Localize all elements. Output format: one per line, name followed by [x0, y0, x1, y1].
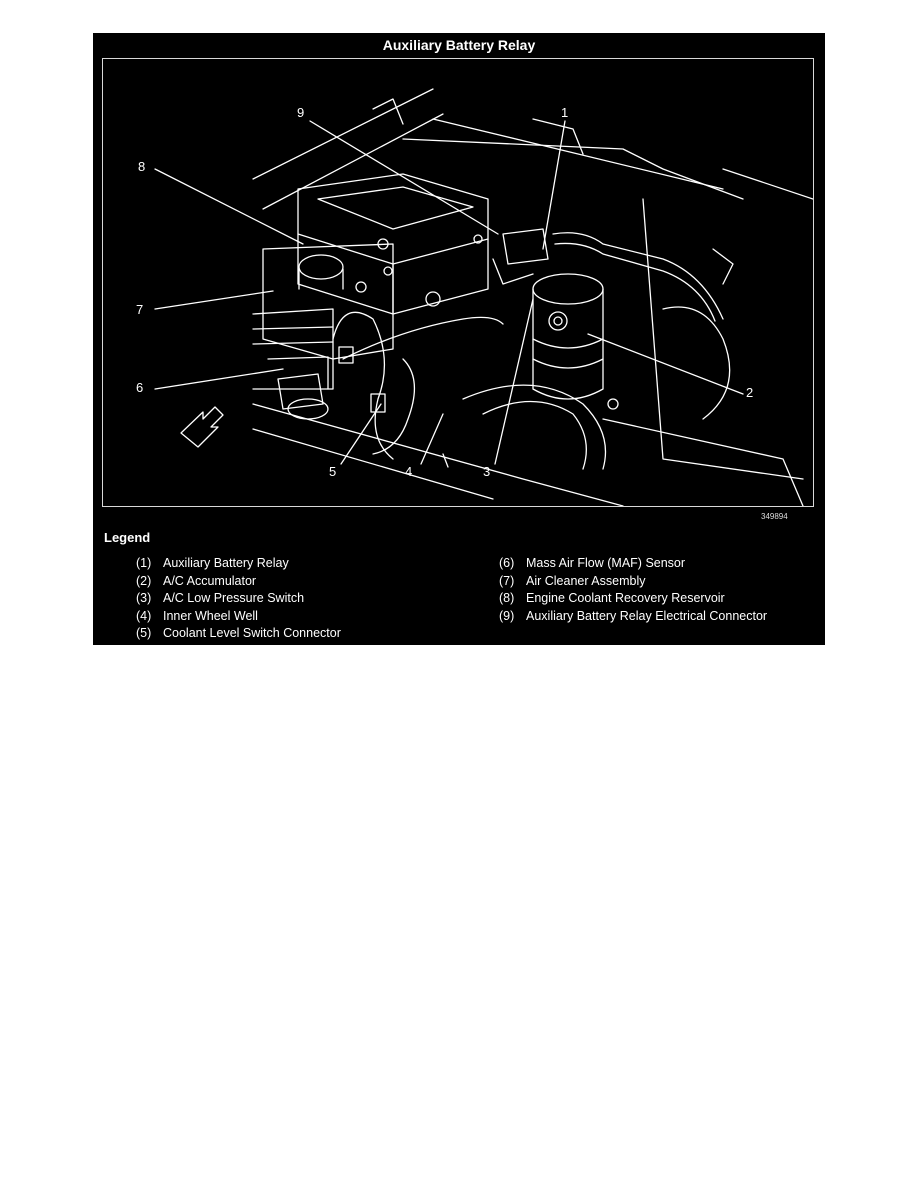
air-cleaner-rib — [253, 342, 333, 344]
accumulator-top — [533, 274, 603, 304]
legend-label: Auxiliary Battery Relay Electrical Connector — [526, 608, 768, 623]
wheel-well — [463, 385, 606, 469]
leader-line-3 — [495, 299, 533, 464]
leader-line-5 — [341, 404, 381, 464]
illustration-frame — [102, 58, 814, 507]
legend-item — [136, 625, 341, 643]
reservoir-cap — [299, 255, 343, 279]
accumulator-band — [533, 359, 603, 368]
cowl-line — [433, 119, 723, 189]
battery-lid — [318, 187, 473, 229]
legend-label: A/C Accumulator — [163, 573, 257, 588]
legend-item — [499, 573, 767, 591]
legend-label: Air Cleaner Assembly — [526, 573, 646, 588]
leader-line-9 — [310, 121, 498, 234]
strut-tower — [663, 307, 730, 419]
legend-item — [499, 590, 767, 608]
diagram-title: Auxiliary Battery Relay — [382, 37, 536, 53]
legend-label: Mass Air Flow (MAF) Sensor — [526, 556, 686, 570]
legend-number: (4) — [136, 608, 152, 623]
legend-label: A/C Low Pressure Switch — [163, 591, 305, 606]
legend-number: (1) — [136, 556, 152, 570]
frame-rail — [253, 429, 493, 499]
mount-bolt — [608, 399, 618, 409]
small-pointer — [443, 454, 448, 467]
air-cleaner-rib — [268, 357, 328, 389]
callout-9: 9 — [297, 105, 305, 120]
legend-label: Auxiliary Battery Relay — [163, 556, 289, 570]
legend-number: (6) — [499, 556, 515, 570]
legend-item — [499, 555, 767, 573]
legend-number: (3) — [136, 591, 152, 606]
legend-label: Coolant Level Switch Connector — [163, 626, 341, 641]
hood-edge — [723, 169, 813, 199]
air-cleaner-rib — [253, 327, 333, 329]
leader-line-7 — [155, 291, 273, 309]
callout-3: 3 — [483, 464, 491, 479]
cowl-line — [263, 114, 443, 209]
battery-front — [393, 239, 488, 314]
leader-line-8 — [155, 169, 303, 244]
callout-2: 2 — [746, 385, 754, 400]
battery-terminal — [384, 267, 392, 275]
callout-8: 8 — [138, 159, 146, 174]
legend-label: Inner Wheel Well — [163, 608, 258, 623]
legend-number: (7) — [499, 573, 515, 588]
callout-5: 5 — [329, 464, 337, 479]
legend-number: (2) — [136, 573, 152, 588]
relay-housing — [503, 229, 548, 264]
legend-label: Engine Coolant Recovery Reservoir — [526, 591, 725, 606]
legend-item — [136, 590, 341, 608]
wiring-harness — [333, 312, 393, 459]
callout-1: 1 — [561, 105, 569, 120]
callout-6: 6 — [136, 380, 144, 395]
engine-bay-illustration — [103, 59, 813, 506]
reservoir-nipple — [356, 282, 366, 292]
hood-hinge — [713, 249, 733, 284]
legend-column-left — [136, 555, 341, 643]
leader-line-1 — [543, 121, 565, 249]
leader-line-6 — [155, 369, 283, 389]
leader-line-2 — [588, 334, 743, 394]
legend-item — [136, 573, 341, 591]
accumulator-port — [549, 312, 567, 330]
legend-item — [136, 608, 341, 626]
diagram-panel — [93, 33, 825, 645]
legend-number: (5) — [136, 626, 152, 641]
legend-column-right — [499, 555, 767, 625]
figure-id: 349894 — [761, 512, 788, 521]
callout-7: 7 — [136, 302, 144, 317]
accumulator-band — [533, 339, 603, 348]
legend-number: (9) — [499, 608, 515, 623]
legend-item — [499, 608, 767, 626]
wheel-well-inner — [483, 402, 586, 470]
ac-line — [553, 233, 723, 319]
legend-number: (8) — [499, 591, 515, 606]
frame-rail — [253, 404, 623, 506]
accumulator-port-inner — [554, 317, 562, 325]
front-arrow — [181, 407, 223, 447]
legend-heading: Legend — [104, 530, 151, 545]
legend-item — [136, 555, 341, 573]
fender-lower — [603, 419, 803, 506]
maf-sensor — [278, 374, 323, 409]
cowl-line — [403, 139, 743, 199]
callout-4: 4 — [405, 464, 413, 479]
